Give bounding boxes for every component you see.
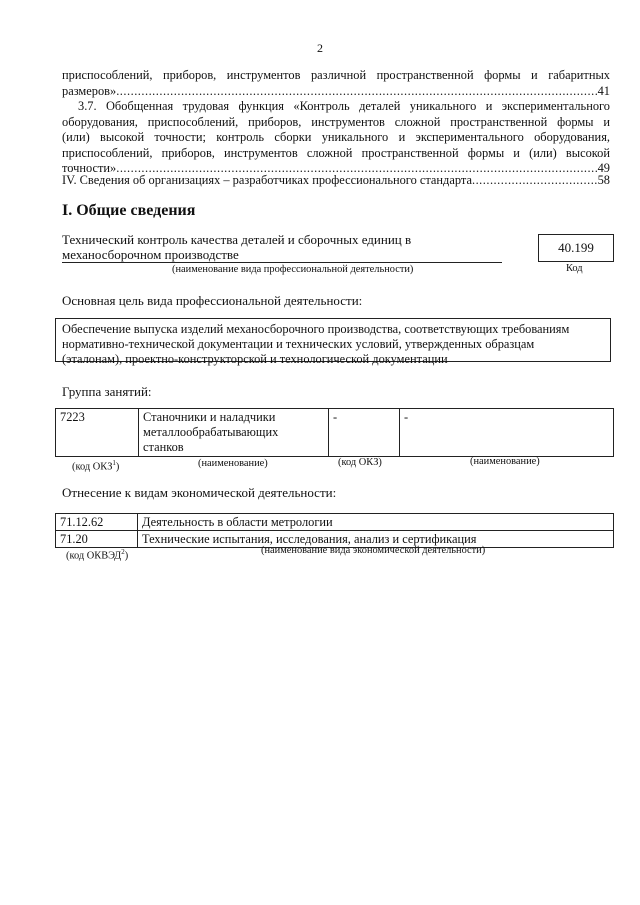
okz-name-line: металлообрабатывающих bbox=[143, 425, 279, 439]
toc-item-iv bbox=[62, 173, 610, 189]
toc-page-ref: 41 bbox=[597, 83, 610, 98]
page-number: 2 bbox=[317, 41, 323, 55]
caption-text: (код ОКЗ bbox=[72, 461, 113, 473]
okved-name-cell: Технические испытания, исследования, анализ и сертификация bbox=[138, 531, 614, 548]
toc-leader-dots bbox=[116, 84, 597, 100]
occupations-label: Группа занятий: bbox=[62, 384, 152, 399]
toc-line: 3.7. Обобщенная трудовая функция «Контроль деталей уникального и экспериментального bbox=[78, 99, 610, 113]
okved-table bbox=[55, 513, 614, 548]
okz-name-caption: (наименование) bbox=[198, 458, 268, 469]
toc-leader-line bbox=[62, 84, 610, 100]
purpose-line: Обеспечение выпуска изделий механосборочного производства, соответствующих требованиям bbox=[62, 322, 570, 336]
okved-code-cell: 71.12.62 bbox=[56, 514, 138, 531]
occupations-table bbox=[55, 408, 614, 457]
okz-name-cell bbox=[139, 409, 329, 457]
okved-name-cell: Деятельность в области метрологии bbox=[138, 514, 614, 531]
purpose-line: нормативно-технической документации и технических условий, утвержденных образцам bbox=[62, 337, 535, 351]
okz-code-caption bbox=[72, 457, 119, 473]
okz-name-cell: - bbox=[400, 409, 614, 457]
okved-code-caption bbox=[66, 546, 128, 562]
toc-line: приспособлений, приборов, инструментов различной пространственной формы и габаритных bbox=[62, 68, 610, 82]
okved-name-caption: (наименование вида экономической деятельности) bbox=[261, 545, 486, 556]
toc-line: точности» bbox=[62, 161, 117, 175]
activity-underline bbox=[62, 262, 502, 263]
okz-name-line: станков bbox=[143, 440, 184, 454]
purpose-box bbox=[55, 318, 611, 366]
purpose-label: Основная цель вида профессиональной деятельности: bbox=[62, 293, 363, 308]
toc-line: оборудования, приспособлений, приборов, инструментов сложной пространственной формы и bbox=[62, 114, 610, 129]
toc-leader-line bbox=[62, 173, 610, 189]
caption-text: (код ОКВЭД bbox=[66, 550, 122, 562]
activity-name bbox=[62, 232, 502, 262]
economic-label: Отнесение к видам экономической деятельности: bbox=[62, 485, 337, 500]
okz-code-cell: 7223 bbox=[56, 409, 139, 457]
okved-code-cell: 71.20 bbox=[56, 531, 138, 548]
okz-code-caption: (код ОКЗ) bbox=[338, 457, 382, 468]
activity-code-box: 40.199 bbox=[538, 234, 614, 262]
footnote-mark: 2 bbox=[121, 548, 125, 556]
okz-name-caption: (наименование) bbox=[470, 456, 540, 467]
okz-code-cell: - bbox=[329, 409, 400, 457]
toc-line: размеров» bbox=[62, 83, 117, 98]
table-row bbox=[56, 514, 614, 531]
toc-line: приспособлений, приборов, инструментов сложной пространственной формы и (или) высокой bbox=[62, 145, 610, 160]
activity-line: Технический контроль качества деталей и сборочных единиц в bbox=[62, 232, 412, 247]
table-row bbox=[56, 409, 614, 457]
caption-text: ) bbox=[115, 461, 120, 473]
toc-page-ref: 49 bbox=[597, 161, 610, 175]
section-title: I. Общие сведения bbox=[62, 202, 196, 219]
footnote-mark: 1 bbox=[112, 459, 116, 467]
caption-text: ) bbox=[124, 550, 129, 562]
activity-code-caption: Код bbox=[566, 263, 583, 274]
activity-caption: (наименование вида профессиональной деятельности) bbox=[172, 264, 414, 275]
toc-leader-dots bbox=[472, 173, 598, 189]
activity-line: механосборочном производстве bbox=[62, 247, 239, 262]
toc-page-ref: 58 bbox=[597, 173, 610, 187]
toc-item-3-7 bbox=[62, 99, 610, 177]
toc-item-3-6-tail bbox=[62, 68, 610, 99]
toc-line: (или) высокой точности; контроль сборки уникального и экспериментального оборудования, bbox=[62, 130, 610, 144]
toc-line: IV. Сведения об организациях – разработчиках профессионального стандарта bbox=[62, 173, 472, 187]
purpose-line: (эталонам), проектно-конструкторской и технологической документации bbox=[62, 352, 448, 366]
okz-name-line: Станочники и наладчики bbox=[143, 410, 276, 424]
